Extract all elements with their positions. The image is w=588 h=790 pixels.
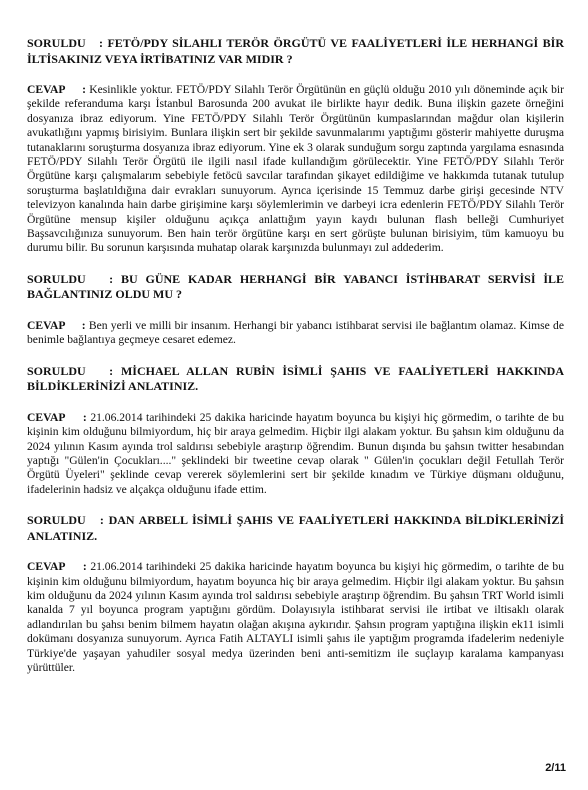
qa-block-2 — [27, 272, 564, 348]
question-text: BU GÜNE KADAR HERHANGİ BİR YABANCI İSTİHBARAT SERVİSİ İLE BAĞLANTINIZ OLDU MU ? — [27, 271, 564, 302]
answer-1 — [27, 83, 564, 256]
question-2 — [27, 272, 564, 303]
answer-label: CEVAP : — [27, 83, 90, 96]
question-1 — [27, 36, 564, 67]
answer-label: CEVAP : — [27, 318, 89, 332]
question-3 — [27, 364, 564, 395]
qa-block-3 — [27, 364, 564, 497]
answer-2 — [27, 319, 564, 348]
answer-text: Ben yerli ve milli bir insanım. Herhangi bir yabancı istihbarat servisi ile bağlantım olamaz. Kimse de benimle bağlantıya geçmeye cesaret edemez. — [27, 318, 564, 347]
answer-3 — [27, 411, 564, 497]
question-label: SORULDU : — [27, 36, 108, 50]
answer-text: 21.06.2014 tarihindeki 25 dakika haricinde hayatım boyunca bu kişiyi hiç görmedim, o tarihte de bu kişinin kim olduğunu bilmiyordum, hayatım boyunca hiç bir araya gelmedim. Hiçbir ilgi alakam yoktur. Bu şahsın kim olduğunu da 2024 yılının Kasım ayında trol saldırısı sebebiyle araştırıp öğrendim. Bu şahsın TRT World isimli kanalda 7 yıl boyunca program yaptığını gördüm. Dolayısıyla istihbarat servisi ile irtibat ve iltisaklı olarak adlandırılan bu şahsı benim bilmem hayatın olağan akışına aykırıdır. Şahsın program yaptığına ilişkin ek11 isimli dokümanı dosyanıza sunuyorum. Ayrıca Fatih ALTAYLI isimli şahıs ile yaptığım programda ifadelerim nedeniyle Türkiye'de yaşayan yahudiler sosyal medya üzerinden beni anti-semitizm ile suçlayıp karalama kampanyası yürüttüler. — [27, 560, 564, 674]
question-label: SORULDU : — [27, 271, 121, 286]
question-label: SORULDU : — [27, 513, 109, 528]
answer-text: 21.06.2014 tarihindeki 25 dakika haricinde hayatım boyunca bu kişiyi hiç görmedim, o tarihte de bu kişinin kim olduğunu bilmiyordum, hiç bir araya gelmedim. Hiçbir ilgi alakam yoktur. Bu şahsın kim olduğunu da 2024 yılının Kasım ayında trol saldırısı sebebiyle araştırıp öğrendim. Bunun dışında bu şahsın twitter hesabından yaptığı "Gülen'in Çocukları...." şeklindeki bir tweetine cevap olarak " Gülen'in çocukları değil Fetullah Terör Örgütü Üyeleri" şeklinde cevap vererek söylemlerini sert bir şekilde kınadım ve Türkiye düşmanı olduğunu, ifadelerinin hadsiz ve alçakça olduğunu ifade ettim. — [27, 410, 564, 496]
qa-block-1 — [27, 36, 564, 256]
answer-4 — [27, 560, 564, 675]
question-text: FETÖ/PDY SİLAHLI TERÖR ÖRGÜTÜ VE FAALİYETLERİ İLE HERHANGİ BİR İLTİSAKINIZ VEYA İRTİBATINIZ VAR MIDIR ? — [27, 36, 564, 66]
question-4 — [27, 513, 564, 544]
question-text: DAN ARBELL İSİMLİ ŞAHIS VE FAALİYETLERİ HAKKINDA BİLDİKLERİNİZİ ANLATINIZ. — [27, 513, 565, 543]
answer-text: Kesinlikle yoktur. FETÖ/PDY Silahlı Terör Örgütünün en güçlü olduğu 2010 yılı döneminde açık bir şekilde referanduma karşı İstanbul Barosunda 200 avukat ile birlikte hayır dedik. Buna ilişkin gazete örneğini dosyanıza ibraz ediyorum. Yine FETÖ/PDY Silahlı Terör Örgütünün kumpaslarından mağdur olan kişilerin avukatlığını yapmış birisiyim. Bunlara ilişkin sert bir şekilde savunmalarımı yaptığımı gösterir mahiyette duruşma tutanaklarını soruşturma dosyanıza ibraz ediyorum. Yine ek 3 olarak sunduğum sorgu zaptında yargılama esnasında FETÖ/PDY Silahlı Terör Örgütü ile ilgili nasıl ifade kullandığım görülecektir. Yine FETÖ/PDY Silahlı Terör Örgütüne karşı çalışmalarım sebebiyle fetöcü savcılar tarafından şikayet edildiğime ve hakkımda tutanak tutulup soruşturma başlatıldığına dair evrakları sunuyorum. Ayrıca içerisinde 15 Temmuz darbe girişi gecesinde NTV televizyon kanalında hain darbe girişimine karşı söylemlerimin ve darbeyi icra edenlerin FETÖ/PDY Silahlı Terör Örgütüne mensup kişiler olduğunu açıkça anlattığım yayın kaydı bulunan flash belleği Cumhuriyet Başsavcılığınıza sunuyorum. Ben hain terör örgütüne karşı en sert görüşte bulunan birisiyim, tüm kamuoyu bu durumu bilir. Bu sorunun karşısında muhatap olarak karşınızda bulunmayı zul addederim. — [27, 83, 564, 255]
question-label: SORULDU : — [27, 363, 121, 378]
qa-block-4 — [27, 513, 564, 675]
question-text: MİCHAEL ALLAN RUBİN İSİMLİ ŞAHIS VE FAALİYETLERİ HAKKINDA BİLDİKLERİNİZİ ANLATINIZ. — [27, 363, 564, 394]
answer-label: CEVAP : — [27, 560, 91, 574]
answer-label: CEVAP : — [27, 410, 91, 424]
page-number: 2/11 — [545, 762, 566, 774]
